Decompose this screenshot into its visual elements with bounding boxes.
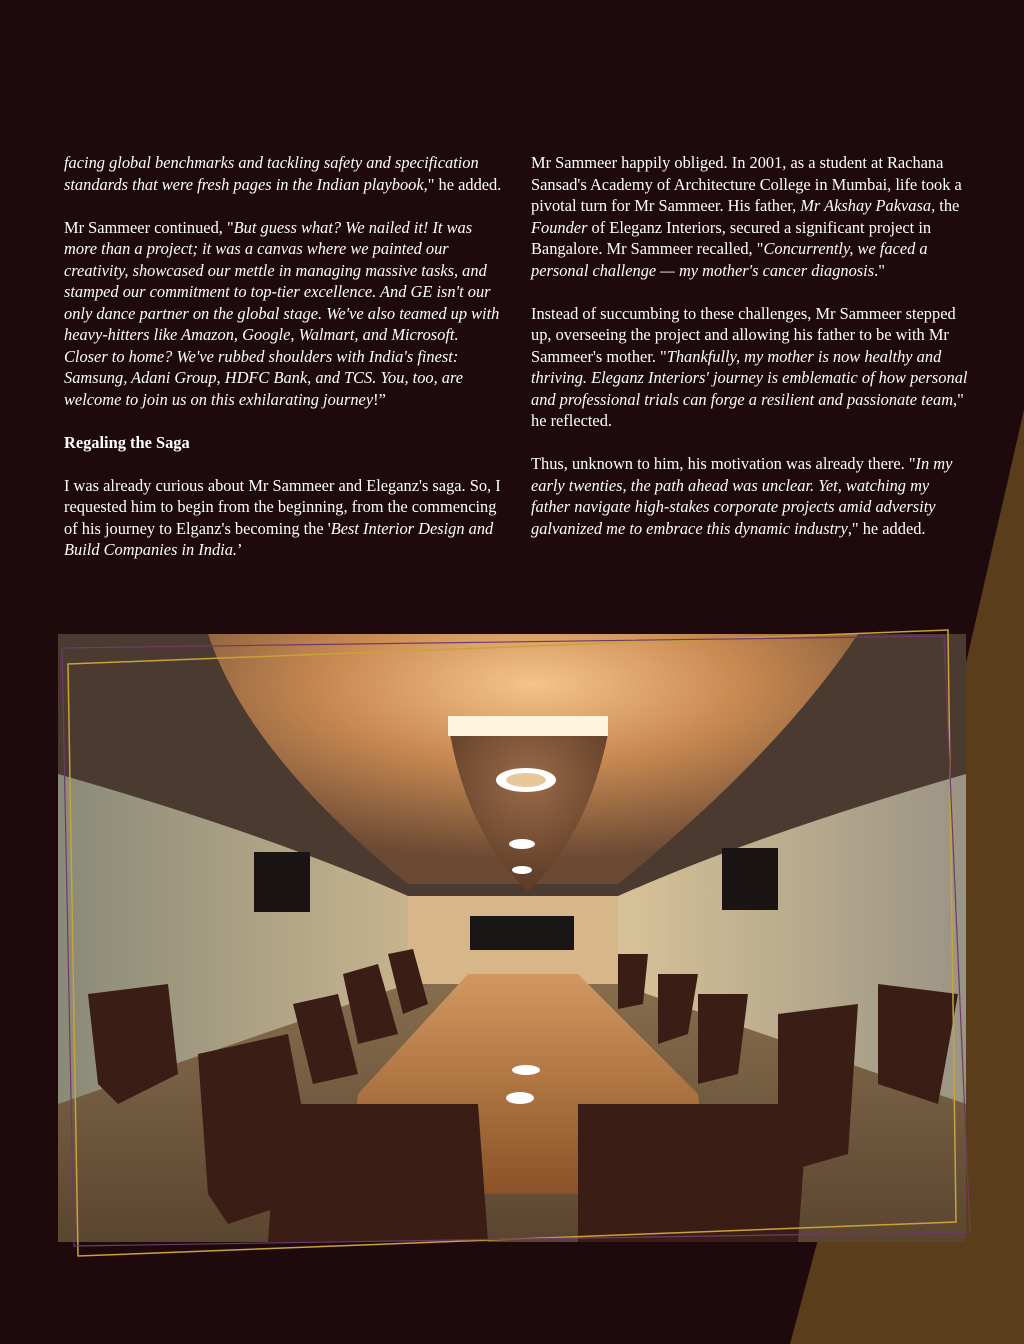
boardroom-image	[58, 634, 966, 1242]
left-column	[64, 152, 504, 582]
paragraph: Mr Sammeer happily obliged. In 2001, as a student at Rachana Sansad's Academy of Architecture College in Mumbai, life took a pivotal turn for Mr Sammeer. His father, Mr Akshay Pakvasa, the Founder of Eleganz Interiors, secured a significant project in Bangalore. Mr Sammeer recalled, "Concurrently, we faced a personal challenge — my mother's cancer diagnosis."	[531, 153, 962, 280]
paragraph: Thus, unknown to him, his motivation was already there. "In my early twenties, the path ahead was unclear. Yet, watching my father navigate high-stakes corporate projects amid adversity galvanized me to embrace this dynamic industry," he added.	[531, 454, 953, 538]
boardroom-photo	[58, 634, 966, 1242]
section-heading: Regaling the Saga	[64, 432, 190, 452]
paragraph: I was already curious about Mr Sammeer and Eleganz's saga. So, I requested him to begin from the beginning, from the commencing of his journey to Elganz's becoming the 'Best Interior Design and Build Companies in India.’	[64, 475, 501, 559]
right-column	[531, 152, 971, 561]
paragraph: Instead of succumbing to these challenges, Mr Sammeer stepped up, overseeing the project and allowing his father to be with Mr Sammeer's mother. "Thankfully, my mother is now healthy and thriving. Eleganz Interiors' journey is emblematic of how personal and professional trials can forge a resilient and passionate team," he reflected.	[531, 303, 968, 430]
paragraph: Mr Sammeer continued, "But guess what? We nailed it! It was more than a project; it was a canvas where we painted our creativity, showcased our mettle in managing massive tasks, and stamped our commitment to top-tier excellence. And GE isn't our only dance partner on the global stage. We've also teamed up with heavy-hitters like Amazon, Google, Walmart, and Microsoft. Closer to home? We've rubbed shoulders with India's finest: Samsung, Adani Group, HDFC Bank, and TCS. You, too, are welcome to join us on this exhilarating journey!”	[64, 217, 500, 409]
paragraph: facing global benchmarks and tackling safety and specification standards that were fresh pages in the Indian playbook," he added.	[64, 153, 502, 194]
